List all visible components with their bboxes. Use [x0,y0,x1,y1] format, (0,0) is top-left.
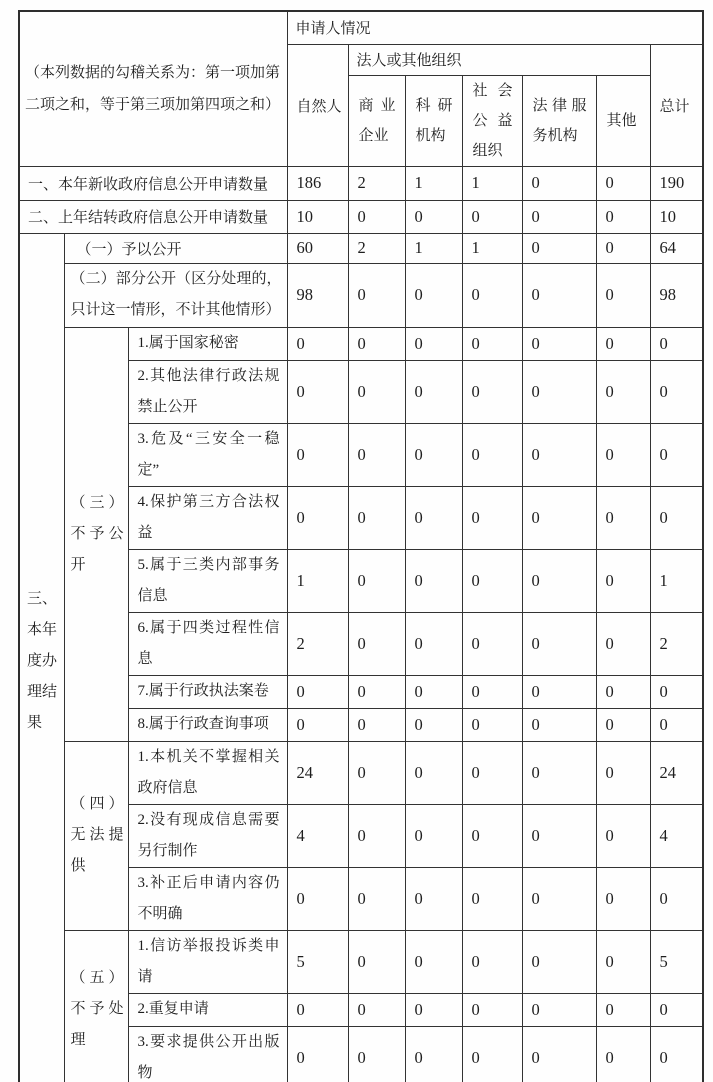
table-row [19,233,703,263]
row-label: 3.补正后申请内容仍不明确 [128,867,287,930]
value-cell: 0 [405,804,462,867]
value-cell: 0 [462,930,522,993]
row-label: 2.没有现成信息需要另行制作 [128,804,287,867]
value-cell: 0 [650,360,703,423]
value-cell: 0 [522,612,596,675]
value-cell: 0 [462,993,522,1026]
value-cell: 0 [522,549,596,612]
value-cell: 0 [405,612,462,675]
row-label: （一）予以公开 [64,233,287,263]
value-cell: 0 [522,867,596,930]
value-cell: 2 [348,233,405,263]
value-cell: 0 [405,327,462,360]
value-cell: 0 [348,867,405,930]
row-label: 二、上年结转政府信息公开申请数量 [19,200,287,233]
value-cell: 0 [596,675,650,708]
value-cell: 4 [650,804,703,867]
value-cell: 0 [650,867,703,930]
value-cell: 0 [650,1026,703,1082]
value-cell: 0 [522,486,596,549]
value-cell: 0 [522,200,596,233]
table-row [19,263,703,327]
value-cell: 0 [348,263,405,327]
value-cell: 0 [462,675,522,708]
table-row [19,11,703,44]
value-cell: 24 [287,741,348,804]
value-cell: 0 [287,327,348,360]
table-row [19,200,703,233]
table-row [19,327,703,360]
table-row [19,741,703,804]
value-cell: 0 [596,867,650,930]
value-cell: 0 [522,327,596,360]
value-cell: 0 [462,867,522,930]
value-cell: 0 [462,263,522,327]
group-label-not-processed: （五）不予处理 [64,930,128,1082]
value-cell: 0 [348,423,405,486]
value-cell: 0 [596,549,650,612]
row-label: 1.信访举报投诉类申请 [128,930,287,993]
value-cell: 0 [405,486,462,549]
value-cell: 0 [348,549,405,612]
value-cell: 0 [287,1026,348,1082]
row-label: 3.要求提供公开出版物 [128,1026,287,1082]
value-cell: 0 [650,423,703,486]
section-label-annual-results: 三、本年度办理结果 [19,233,64,1082]
value-cell: 0 [596,1026,650,1082]
report-table [18,10,704,1082]
value-cell: 0 [596,741,650,804]
row-label: 2.其他法律行政法规禁止公开 [128,360,287,423]
value-cell: 0 [522,360,596,423]
value-cell: 0 [462,200,522,233]
row-label: 7.属于行政执法案卷 [128,675,287,708]
value-cell: 0 [287,360,348,423]
value-cell: 0 [348,1026,405,1082]
value-cell: 0 [596,233,650,263]
row-label: 6.属于四类过程性信息 [128,612,287,675]
value-cell: 0 [462,423,522,486]
value-cell: 0 [596,993,650,1026]
value-cell: 0 [522,1026,596,1082]
value-cell: 10 [287,200,348,233]
value-cell: 0 [596,327,650,360]
value-cell: 0 [348,486,405,549]
row-label: 5.属于三类内部事务信息 [128,549,287,612]
value-cell: 5 [287,930,348,993]
value-cell: 64 [650,233,703,263]
value-cell: 0 [287,867,348,930]
header-social-welfare-org: 社会公益组织 [462,75,522,166]
value-cell: 0 [405,867,462,930]
value-cell: 0 [596,612,650,675]
row-label: （二）部分公开（区分处理的，只计这一情形，不计其他情形） [64,263,287,327]
value-cell: 0 [522,233,596,263]
value-cell: 0 [462,327,522,360]
header-research-institution: 科研机构 [405,75,462,166]
value-cell: 0 [522,741,596,804]
value-cell: 0 [522,166,596,200]
value-cell: 0 [596,708,650,741]
row-label: 1.本机关不掌握相关政府信息 [128,741,287,804]
value-cell: 60 [287,233,348,263]
value-cell: 0 [650,327,703,360]
row-label: 2.重复申请 [128,993,287,1026]
value-cell: 0 [650,708,703,741]
value-cell: 4 [287,804,348,867]
value-cell: 0 [405,1026,462,1082]
value-cell: 0 [405,423,462,486]
value-cell: 190 [650,166,703,200]
value-cell: 0 [462,360,522,423]
row-label: 8.属于行政查询事项 [128,708,287,741]
value-cell: 2 [348,166,405,200]
value-cell: 0 [405,930,462,993]
row-label: 3.危及“三安全一稳定” [128,423,287,486]
header-natural-person: 自然人 [287,44,348,166]
value-cell: 98 [287,263,348,327]
value-cell: 0 [348,327,405,360]
value-cell: 0 [287,993,348,1026]
value-cell: 0 [650,993,703,1026]
group-label-not-disclosed: （三）不予公开 [64,327,128,741]
header-commercial-enterprise: 商业企业 [348,75,405,166]
value-cell: 0 [462,549,522,612]
value-cell: 0 [596,804,650,867]
value-cell: 0 [462,708,522,741]
value-cell: 0 [287,486,348,549]
value-cell: 1 [405,166,462,200]
value-cell: 5 [650,930,703,993]
value-cell: 0 [405,675,462,708]
value-cell: 0 [348,675,405,708]
value-cell: 1 [462,166,522,200]
value-cell: 0 [596,166,650,200]
value-cell: 0 [348,708,405,741]
value-cell: 0 [348,804,405,867]
value-cell: 0 [522,708,596,741]
value-cell: 10 [650,200,703,233]
reconciliation-note: （本列数据的勾稽关系为：第一项加第二项之和，等于第三项加第四项之和） [19,11,287,166]
value-cell: 0 [405,360,462,423]
value-cell: 0 [405,263,462,327]
value-cell: 0 [405,993,462,1026]
value-cell: 0 [287,708,348,741]
value-cell: 186 [287,166,348,200]
value-cell: 0 [522,675,596,708]
value-cell: 0 [522,993,596,1026]
value-cell: 0 [348,993,405,1026]
value-cell: 0 [522,263,596,327]
header-total: 总计 [650,44,703,166]
value-cell: 0 [348,360,405,423]
value-cell: 0 [522,804,596,867]
value-cell: 0 [405,741,462,804]
value-cell: 0 [650,675,703,708]
table-row [19,930,703,993]
value-cell: 24 [650,741,703,804]
value-cell: 0 [596,263,650,327]
header-legal-service-org: 法律服务机构 [522,75,596,166]
value-cell: 0 [596,423,650,486]
value-cell: 0 [405,549,462,612]
value-cell: 0 [405,708,462,741]
value-cell: 1 [405,233,462,263]
value-cell: 0 [348,612,405,675]
value-cell: 0 [650,486,703,549]
value-cell: 1 [287,549,348,612]
value-cell: 0 [522,930,596,993]
value-cell: 0 [348,200,405,233]
value-cell: 0 [522,423,596,486]
value-cell: 0 [462,804,522,867]
group-label-unable-to-provide: （四）无法提供 [64,741,128,930]
value-cell: 0 [596,930,650,993]
row-label: 1.属于国家秘密 [128,327,287,360]
value-cell: 0 [462,486,522,549]
header-other: 其他 [596,75,650,166]
value-cell: 1 [650,549,703,612]
value-cell: 0 [405,200,462,233]
header-applicant-info: 申请人情况 [287,11,703,44]
value-cell: 0 [287,675,348,708]
value-cell: 0 [287,423,348,486]
value-cell: 2 [287,612,348,675]
value-cell: 0 [596,200,650,233]
value-cell: 0 [462,1026,522,1082]
value-cell: 0 [462,741,522,804]
row-label: 一、本年新收政府信息公开申请数量 [19,166,287,200]
value-cell: 2 [650,612,703,675]
value-cell: 0 [348,930,405,993]
value-cell: 98 [650,263,703,327]
row-label: 4.保护第三方合法权益 [128,486,287,549]
header-legal-org: 法人或其他组织 [348,44,650,75]
value-cell: 0 [348,741,405,804]
value-cell: 0 [462,612,522,675]
value-cell: 0 [596,486,650,549]
value-cell: 1 [462,233,522,263]
table-row [19,166,703,200]
value-cell: 0 [596,360,650,423]
